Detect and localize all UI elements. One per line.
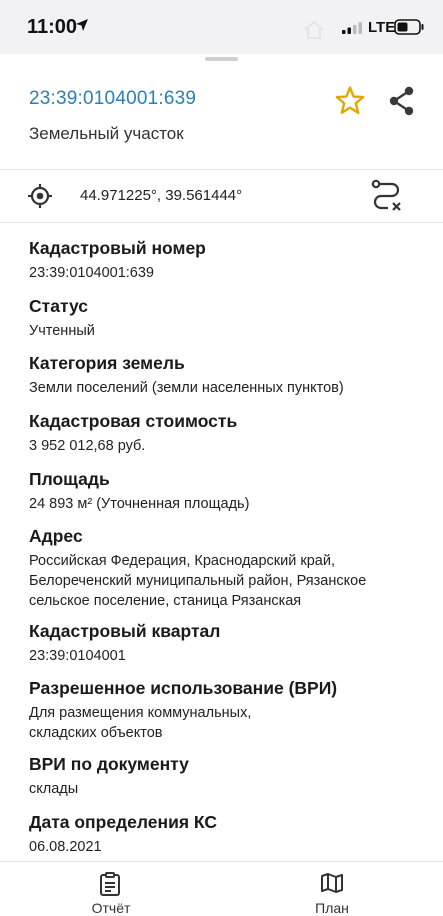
object-type-subtitle: Земельный участок: [29, 124, 184, 143]
share-icon[interactable]: [387, 85, 417, 117]
field-value[interactable]: 23:39:0104001:639: [29, 265, 154, 281]
status-bar: [0, 0, 443, 54]
sheet-drag-handle[interactable]: [205, 57, 238, 61]
field-label: Кадастровая стоимость: [29, 411, 238, 431]
field-label: Разрешенное использование (ВРИ): [29, 678, 338, 698]
field-land-category: [29, 352, 429, 398]
field-valuation-date: [29, 811, 429, 857]
tab-plan-label: План: [315, 900, 349, 916]
field-permitted-use: [29, 677, 429, 743]
field-label: Адрес: [29, 526, 83, 546]
field-value: склады: [29, 781, 79, 797]
bottom-tab-bar: [0, 861, 443, 916]
coordinates-text: 44.971225°, 39.561444°: [80, 187, 243, 204]
field-label: ВРИ по документу: [29, 754, 189, 774]
field-label: Категория земель: [29, 353, 185, 373]
field-value: Учтенный: [29, 323, 95, 339]
field-area: [29, 468, 429, 514]
network-type: LTE: [368, 19, 396, 36]
field-value: Земли поселений (земли населенных пунктов): [29, 380, 344, 396]
field-status: [29, 295, 429, 341]
field-cadastral-value: [29, 410, 429, 456]
field-value: 24 893 м² (Уточненная площадь): [29, 496, 250, 512]
field-label: Дата определения КС: [29, 812, 217, 832]
battery-icon: [394, 19, 424, 35]
field-label: Статус: [29, 296, 88, 316]
map-icon: [320, 872, 344, 894]
field-value: Российская Федерация, Краснодарский край, Белореченский муниципальный район, Рязанское сельское поселение, станица Рязанская: [29, 553, 367, 609]
favorite-star-icon[interactable]: [333, 84, 367, 118]
field-label: Площадь: [29, 469, 110, 489]
field-value: 3 952 012,68 руб.: [29, 438, 146, 454]
divider: [0, 222, 443, 223]
cadastral-number-title[interactable]: 23:39:0104001:639: [29, 88, 197, 109]
field-value: 06.08.2021: [29, 839, 102, 855]
field-cadastral-number: [29, 237, 429, 283]
signal-icon: [342, 22, 364, 34]
field-address: [29, 525, 429, 611]
status-time: 11:00: [27, 16, 78, 38]
report-icon: [99, 872, 121, 896]
tab-report-label: Отчёт: [91, 900, 131, 916]
field-label: Кадастровый номер: [29, 238, 206, 258]
field-permitted-use-document: [29, 753, 429, 799]
tab-plan[interactable]: [272, 862, 392, 916]
route-icon[interactable]: [370, 178, 404, 214]
field-label: Кадастровый квартал: [29, 621, 221, 641]
location-arrow-icon: [75, 18, 89, 32]
home-icon: [303, 20, 325, 40]
tab-report[interactable]: [51, 862, 171, 916]
field-value[interactable]: 23:39:0104001: [29, 648, 126, 664]
target-location-icon[interactable]: [27, 183, 53, 209]
field-cadastral-quarter: [29, 620, 429, 666]
field-value: Для размещения коммунальных, складских объектов: [29, 705, 252, 741]
